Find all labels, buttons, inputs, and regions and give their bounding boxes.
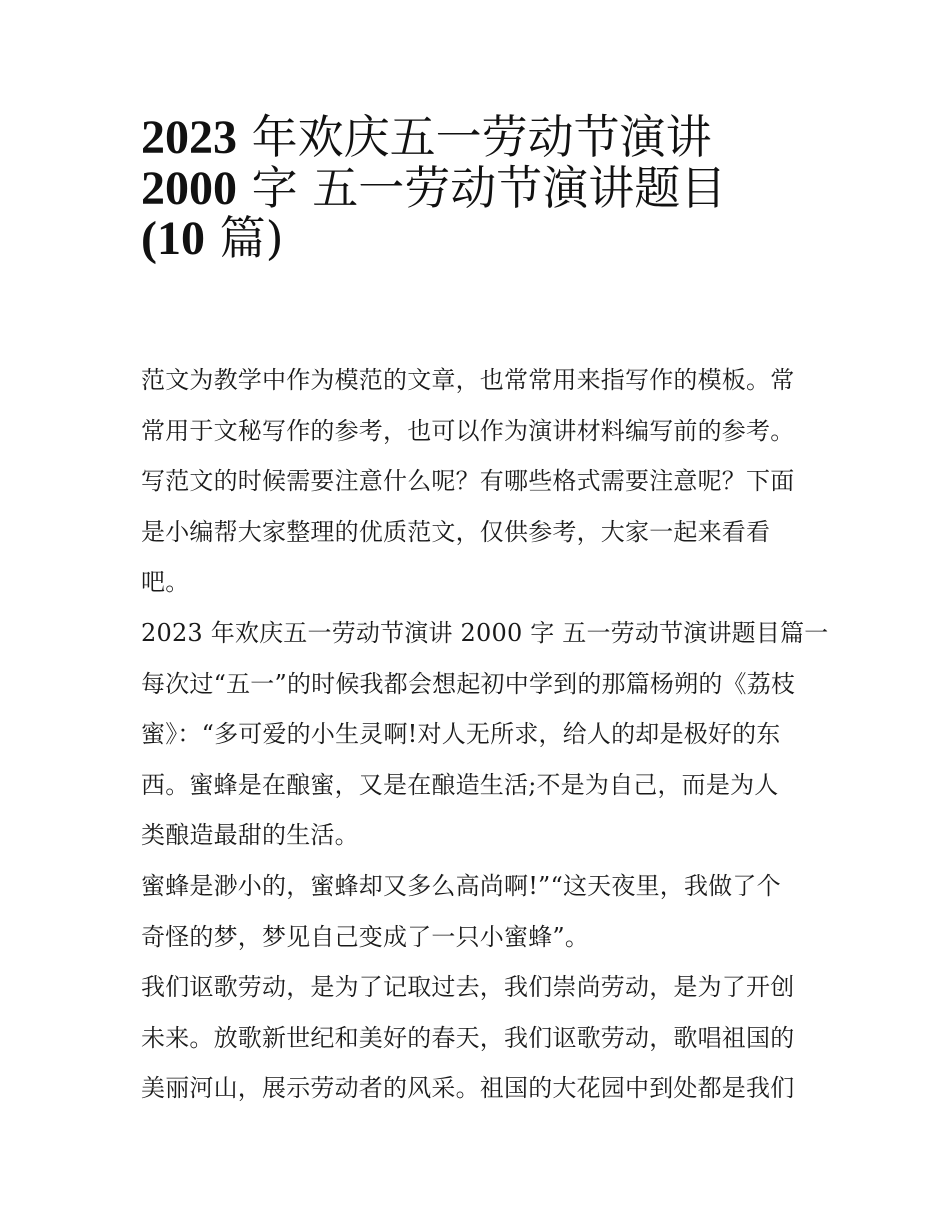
- title-number: 2000: [141, 161, 237, 215]
- intro-paragraph: [141, 355, 821, 608]
- text-line: 是小编帮大家整理的优质范文，仅供参考，大家一起来看看: [141, 517, 771, 546]
- text-line: 每次过“五一”的时候我都会想起初中学到的那篇杨朔的《荔枝: [141, 669, 796, 698]
- title-number: 2023: [141, 111, 237, 164]
- text-line: 蜜蜂是渺小的，蜜蜂却又多么高尚啊!”“这天夜里，我做了个: [141, 871, 781, 900]
- title-text: 篇): [204, 211, 284, 266]
- document-body: [141, 355, 829, 1114]
- section-heading: [141, 608, 829, 659]
- title-line: [141, 213, 821, 264]
- text-line: 范文为教学中作为模范的文章，也常常用来指写作的模板。常: [141, 366, 795, 394]
- document-title: [141, 112, 821, 264]
- body-paragraph: [141, 861, 821, 962]
- body-paragraph: [141, 659, 821, 861]
- text-line: 类酿造最甜的生活。: [141, 821, 359, 850]
- title-line: [141, 112, 821, 163]
- text-line: 写范文的时候需要注意什么呢？有哪些格式需要注意呢？下面: [141, 467, 795, 496]
- text-line: 常用于文秘写作的参考，也可以作为演讲材料编写前的参考。: [141, 416, 795, 445]
- text-line: 我们讴歌劳动，是为了记取过去，我们崇尚劳动，是为了开创: [141, 973, 795, 1002]
- title-text: 字 五一劳动节演讲题目: [237, 160, 727, 215]
- title-line: [141, 160, 821, 215]
- text-line: 西。蜜蜂是在酿蜜，又是在酿造生活;不是为自己，而是为人: [141, 770, 779, 799]
- body-paragraph: [141, 962, 821, 1114]
- text-line: 奇怪的梦，梦见自己变成了一只小蜜蜂”。: [141, 922, 590, 951]
- text-line: 2023 年欢庆五一劳动节演讲 2000 字 五一劳动节演讲题目篇一: [141, 618, 829, 647]
- text-line: 蜜》：“多可爱的小生灵啊!对人无所求，给人的却是极好的东: [141, 720, 781, 749]
- text-line: 吧。: [141, 568, 190, 597]
- title-text: 年欢庆五一劳动节演讲: [237, 110, 712, 164]
- title-number: (10: [141, 212, 205, 266]
- text-line: 未来。放歌新世纪和美好的春天，我们讴歌劳动，歌唱祖国的: [141, 1023, 795, 1052]
- text-line: 美丽河山，展示劳动者的风采。祖国的大花园中到处都是我们: [141, 1074, 795, 1103]
